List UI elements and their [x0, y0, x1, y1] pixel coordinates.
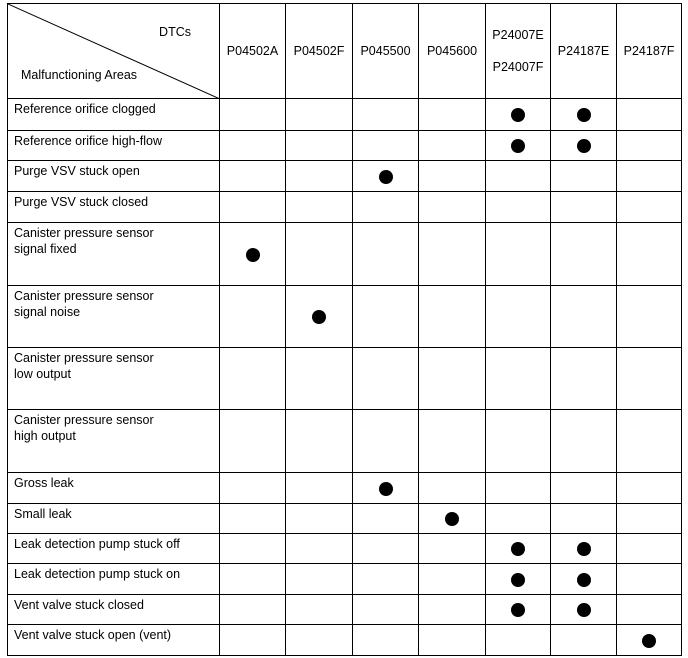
dtc-mark-cell	[551, 286, 617, 348]
filled-circle-icon	[577, 139, 591, 153]
dtc-mark-cell	[551, 595, 617, 625]
malfunction-area-text: Gross leak	[14, 476, 74, 490]
dtc-mark-cell	[419, 348, 486, 410]
malfunction-area-cell	[8, 504, 220, 534]
dtc-mark-cell	[220, 192, 286, 223]
dtc-mark-cell	[419, 625, 486, 656]
dtc-mark-cell	[220, 131, 286, 161]
malfunction-area-text: Canister pressure sensor	[14, 351, 154, 365]
dtc-mark-cell	[551, 625, 617, 656]
filled-circle-icon	[246, 248, 260, 262]
malfunction-area-text: Vent valve stuck open (vent)	[14, 628, 172, 642]
filled-circle-icon	[577, 542, 591, 556]
dtc-mark-cell	[286, 625, 353, 656]
dtc-mark-cell	[220, 595, 286, 625]
dtc-mark-cell	[551, 192, 617, 223]
dtc-mark-cell	[286, 223, 353, 286]
filled-circle-icon	[577, 603, 591, 617]
dtc-mark-cell	[353, 131, 419, 161]
malfunction-area-text: Vent valve stuck closed	[14, 598, 144, 612]
dtc-column-header	[220, 4, 286, 99]
dtc-mark-cell	[486, 223, 551, 286]
dtc-mark-cell	[353, 286, 419, 348]
dtc-mark-cell	[486, 286, 551, 348]
dtc-mark-cell	[551, 161, 617, 192]
dtc-mark-cell	[617, 504, 682, 534]
dtc-mark-cell	[286, 348, 353, 410]
malfunction-area-cell	[8, 286, 220, 348]
filled-circle-icon	[445, 512, 459, 526]
dtc-mark-cell	[617, 286, 682, 348]
malfunction-area-text: Reference orifice clogged	[14, 102, 156, 116]
dtc-mark-cell	[419, 192, 486, 223]
dtc-mark-cell	[286, 564, 353, 595]
dtc-mark-cell	[220, 410, 286, 473]
dtc-column-header	[286, 4, 353, 99]
dtc-mark-cell	[286, 473, 353, 504]
dtc-matrix-table	[7, 3, 682, 656]
dtc-mark-cell	[419, 595, 486, 625]
filled-circle-icon	[312, 310, 326, 324]
malfunction-area-cell	[8, 473, 220, 504]
dtc-mark-cell	[551, 348, 617, 410]
dtc-mark-cell	[353, 504, 419, 534]
table-row	[8, 131, 682, 161]
dtc-mark-cell	[551, 410, 617, 473]
malfunction-area-text: Canister pressure sensor	[14, 289, 154, 303]
malfunction-area-cell	[8, 99, 220, 131]
dtc-mark-cell	[617, 625, 682, 656]
dtc-mark-cell	[486, 131, 551, 161]
malfunction-area-cell	[8, 410, 220, 473]
malfunction-area-cell	[8, 223, 220, 286]
dtc-mark-cell	[220, 534, 286, 564]
filled-circle-icon	[642, 634, 656, 648]
dtc-mark-cell	[419, 534, 486, 564]
dtc-mark-cell	[353, 410, 419, 473]
dtc-mark-cell	[486, 564, 551, 595]
dtc-mark-cell	[551, 131, 617, 161]
filled-circle-icon	[511, 108, 525, 122]
table-row	[8, 192, 682, 223]
malfunction-area-text: signal noise	[14, 305, 81, 319]
dtc-mark-cell	[551, 504, 617, 534]
corner-header-cell	[8, 4, 220, 99]
dtc-mark-cell	[286, 161, 353, 192]
dtc-mark-cell	[286, 410, 353, 473]
malfunction-area-cell	[8, 192, 220, 223]
dtc-mark-cell	[486, 595, 551, 625]
dtc-code: P24187F	[623, 44, 675, 58]
table-row	[8, 348, 682, 410]
dtc-mark-cell	[353, 564, 419, 595]
malfunction-area-cell	[8, 625, 220, 656]
dtc-mark-cell	[286, 286, 353, 348]
dtc-mark-cell	[551, 473, 617, 504]
table-row	[8, 504, 682, 534]
dtc-mark-cell	[617, 99, 682, 131]
table-row	[8, 595, 682, 625]
dtc-mark-cell	[419, 161, 486, 192]
dtc-mark-cell	[486, 410, 551, 473]
malfunction-area-text: Leak detection pump stuck off	[14, 537, 180, 551]
dtc-mark-cell	[353, 625, 419, 656]
dtc-mark-cell	[220, 564, 286, 595]
dtc-code: P045500	[360, 44, 411, 58]
dtc-mark-cell	[486, 161, 551, 192]
dtc-mark-cell	[551, 99, 617, 131]
malfunction-area-text: Canister pressure sensor	[14, 413, 154, 427]
dtc-mark-cell	[419, 131, 486, 161]
dtc-mark-cell	[353, 192, 419, 223]
dtc-mark-cell	[286, 99, 353, 131]
dtc-mark-cell	[220, 223, 286, 286]
dtc-mark-cell	[220, 473, 286, 504]
dtc-mark-cell	[353, 595, 419, 625]
filled-circle-icon	[379, 170, 393, 184]
dtc-mark-cell	[286, 534, 353, 564]
dtc-mark-cell	[617, 192, 682, 223]
dtc-code: P04502A	[226, 44, 279, 58]
filled-circle-icon	[511, 603, 525, 617]
table-row	[8, 625, 682, 656]
malfunction-area-cell	[8, 161, 220, 192]
malfunction-area-text: Purge VSV stuck open	[14, 164, 140, 178]
dtc-mark-cell	[353, 534, 419, 564]
dtc-mark-cell	[353, 99, 419, 131]
dtc-mark-cell	[220, 348, 286, 410]
dtc-mark-cell	[419, 99, 486, 131]
dtc-mark-cell	[286, 192, 353, 223]
dtc-mark-cell	[353, 473, 419, 504]
malfunctioning-areas-label: Malfunctioning Areas	[21, 68, 138, 82]
dtc-column-header	[617, 4, 682, 99]
dtc-code: P24007F	[492, 60, 544, 74]
dtc-mark-cell	[617, 534, 682, 564]
malfunction-area-text: Leak detection pump stuck on	[14, 567, 181, 581]
dtc-mark-cell	[220, 99, 286, 131]
dtc-mark-cell	[419, 286, 486, 348]
dtc-mark-cell	[419, 223, 486, 286]
dtc-mark-cell	[551, 534, 617, 564]
dtc-mark-cell	[220, 161, 286, 192]
dtc-mark-cell	[220, 286, 286, 348]
malfunction-area-cell	[8, 534, 220, 564]
filled-circle-icon	[511, 542, 525, 556]
malfunction-area-cell	[8, 131, 220, 161]
dtc-mark-cell	[353, 223, 419, 286]
malfunction-area-text: low output	[14, 367, 71, 381]
filled-circle-icon	[379, 482, 393, 496]
filled-circle-icon	[511, 139, 525, 153]
dtc-mark-cell	[617, 161, 682, 192]
table-row	[8, 564, 682, 595]
dtc-code: P04502F	[293, 44, 345, 58]
diagonal-divider	[8, 4, 220, 99]
dtc-column-header	[486, 4, 551, 99]
dtc-mark-cell	[617, 410, 682, 473]
dtc-mark-cell	[551, 223, 617, 286]
dtc-code: P24187E	[557, 44, 610, 58]
dtc-column-header	[419, 4, 486, 99]
malfunction-area-cell	[8, 564, 220, 595]
dtc-mark-cell	[220, 625, 286, 656]
dtc-mark-cell	[486, 473, 551, 504]
dtc-mark-cell	[486, 192, 551, 223]
malfunction-area-text: Reference orifice high-flow	[14, 134, 162, 148]
dtc-mark-cell	[286, 504, 353, 534]
dtc-code: P24007E	[492, 28, 544, 42]
dtc-mark-cell	[419, 473, 486, 504]
dtc-mark-cell	[617, 564, 682, 595]
dtc-mark-cell	[617, 348, 682, 410]
filled-circle-icon	[511, 573, 525, 587]
dtc-mark-cell	[486, 625, 551, 656]
dtc-mark-cell	[486, 348, 551, 410]
malfunction-area-text: Small leak	[14, 507, 72, 521]
malfunction-area-text: high output	[14, 429, 76, 443]
dtc-mark-cell	[551, 564, 617, 595]
dtc-mark-cell	[286, 595, 353, 625]
dtc-mark-cell	[419, 410, 486, 473]
dtc-mark-cell	[486, 504, 551, 534]
table-row	[8, 410, 682, 473]
table-row	[8, 473, 682, 504]
table-row	[8, 99, 682, 131]
dtc-column-header	[353, 4, 419, 99]
malfunction-area-cell	[8, 595, 220, 625]
table-body	[8, 99, 682, 656]
malfunction-area-text: Canister pressure sensor	[14, 226, 154, 240]
dtc-mark-cell	[419, 504, 486, 534]
dtc-mark-cell	[617, 595, 682, 625]
malfunction-area-cell	[8, 348, 220, 410]
dtc-mark-cell	[617, 473, 682, 504]
table-row	[8, 534, 682, 564]
dtc-mark-cell	[419, 564, 486, 595]
table-row	[8, 286, 682, 348]
dtcs-label: DTCs	[159, 25, 191, 39]
header-row	[8, 4, 682, 99]
filled-circle-icon	[577, 108, 591, 122]
dtc-mark-cell	[486, 99, 551, 131]
dtc-column-header	[551, 4, 617, 99]
dtc-mark-cell	[286, 131, 353, 161]
dtc-mark-cell	[353, 348, 419, 410]
dtc-mark-cell	[353, 161, 419, 192]
malfunction-area-text: Purge VSV stuck closed	[14, 195, 149, 209]
filled-circle-icon	[577, 573, 591, 587]
table-row	[8, 161, 682, 192]
table-row	[8, 223, 682, 286]
dtc-mark-cell	[617, 223, 682, 286]
dtc-mark-cell	[617, 131, 682, 161]
malfunction-area-text: signal fixed	[14, 242, 77, 256]
dtc-mark-cell	[486, 534, 551, 564]
dtc-mark-cell	[220, 504, 286, 534]
dtc-code: P045600	[426, 44, 478, 58]
